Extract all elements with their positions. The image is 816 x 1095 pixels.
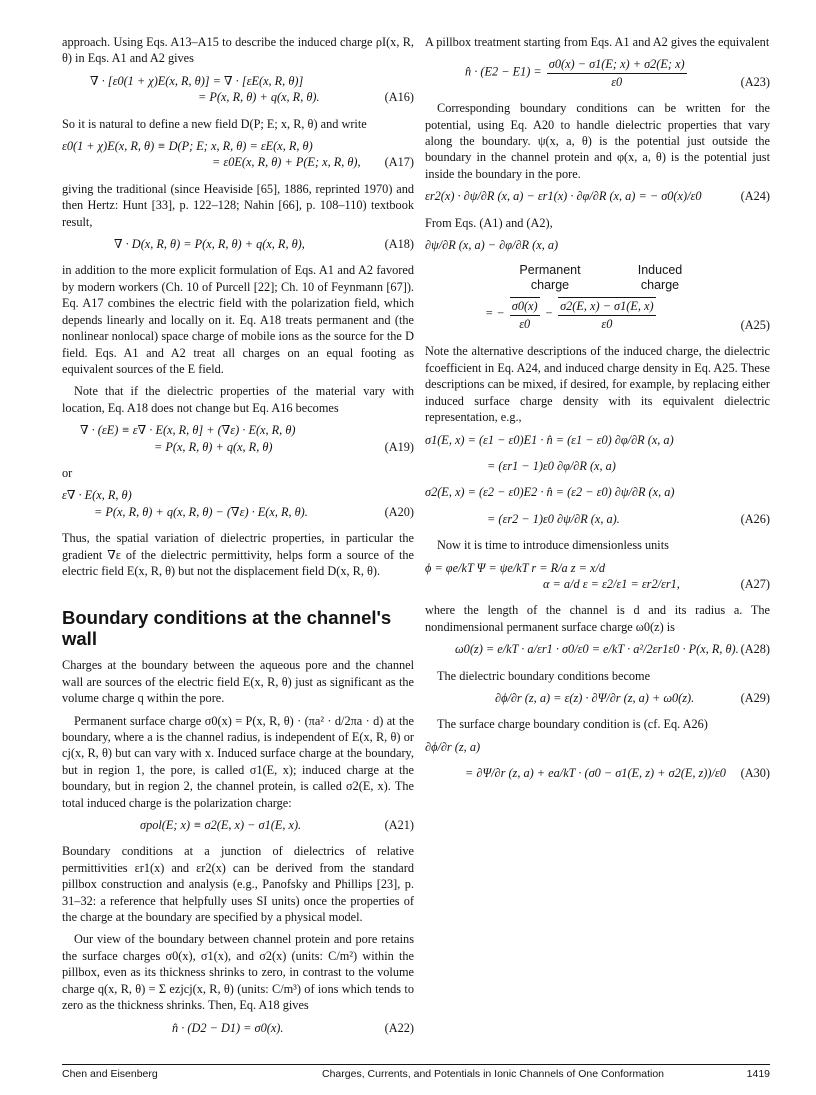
- page-footer: [62, 1064, 770, 1080]
- equation-a20: ε∇ · E(x, R, θ) = P(x, R, θ) + q(x, R, θ) − (∇ε) · E(x, R, θ). (A20): [62, 488, 414, 519]
- equation-a17: ε0(1 + χ)E(x, R, θ) ≡ D(P; E; x, R, θ) = εE(x, R, θ) = ε0E(x, R, θ) + P(E; x, R, θ), (A17): [62, 139, 414, 170]
- paragraph: Note that if the dielectric properties of the material vary with location, Eq. A18 does not change but Eq. A16 becomes: [62, 384, 414, 415]
- paragraph: From Eqs. (A1) and (A2),: [425, 215, 553, 230]
- fraction-induced: $\frac{\sigma 2(E, x) - \sigma 1(E, x)}{\varepsilon 0}$: [560, 299, 654, 331]
- paragraph: A pillbox treatment starting from Eqs. A1 and A2 gives the equivalent: [425, 35, 770, 49]
- paragraph: Our view of the boundary between channel protein and pore retains the surface charges σ0(x), σ1(x), and σ2(x) (units: C/m²) within the pillbox, even as its thickness shrinks to zero, in contrast to the volume charge q(x, R, θ) = Σ ezjcj(x, R, θ) (units: C/m³) of ions which tends to zero as the thickness shrinks. Then, Eq. A18 gives: [62, 932, 414, 1013]
- paragraph: Permanent surface charge σ0(x) = P(x, R, θ) · (πa² · d/2πa · d) at the boundary, where a is the channel radius, is independent of E(x, R, θ) or cj(x, R, θ) but can vary with x. Induced surface charge at the boundary, but in region 1, the pore, is called σ1(E, x); induced charge at the boundary, but in region 2, the channel protein, is called σ2(E, x). The total induced charge is the polarization charge:: [62, 713, 414, 810]
- equation-number: (A22): [384, 1020, 414, 1035]
- equation-number: (A24): [740, 189, 770, 204]
- equation-a26: σ1(E, x) = (ε1 − ε0)E1 · n̂ = (ε1 − ε0) ∂φ/∂R (x, a) = (εr1 − 1)ε0 ∂φ/∂R (x, a) σ2(E, x) = (ε2 − ε0)E2 · n̂ = (ε2 − ε0) ∂ψ/∂R (x, a) = (εr2 − 1)ε0 ∂ψ/∂R (x, a). (A26): [425, 432, 770, 526]
- right-column: [425, 34, 770, 792]
- left-column: [62, 34, 414, 1046]
- equation-a25-top: ∂ψ/∂R (x, a) − ∂φ/∂R (x, a): [425, 238, 559, 253]
- equation-number: (A18): [384, 237, 414, 252]
- equation-a29: ∂ϕ/∂r (z, a) = ε(z) · ∂Ψ/∂r (z, a) + ω0(z). (A29): [495, 690, 770, 705]
- equation-number: (A16): [384, 90, 414, 105]
- equation-a27: ϕ = φe/kT Ψ = ψe/kT r = R/a z = x/d α = a/d ε = ε2/ε1 = εr2/εr1, (A27): [425, 560, 770, 591]
- equation-number: (A21): [384, 818, 414, 833]
- equation-a21: σpol(E; x) ≡ σ2(E, x) − σ1(E, x). (A21): [140, 818, 414, 833]
- paragraph: Thus, the spatial variation of dielectric properties, in particular the gradient ∇ε of the dielectric permittivity, helps form a source of the electric field E(x, R, θ) but not the displacement field D(x, R, θ).: [62, 531, 414, 578]
- paragraph: approach. Using Eqs. A13–A15 to describe the induced charge ρI(x, R, θ) in Eqs. A1 and A2 gives: [62, 35, 414, 66]
- paragraph: Charges at the boundary between the aqueous pore and the channel wall are sources of the electric field E(x, R, θ) just as significant as the volume charge q within the pore.: [62, 658, 414, 706]
- equation-number: (A28): [740, 642, 770, 657]
- paragraph: Note the alternative descriptions of the induced charge, the dielectric fcoefficient in Eq. A24, and induced charge density in Eq. A25. These descriptions can be mixed, if desired, for example, by replacing either induced surface charge density with its equivalent dielectric representation, e.g.,: [425, 344, 770, 425]
- paragraph: So it is natural to define a new field D(P; E; x, R, θ) and write: [62, 116, 367, 131]
- page-number: 1419: [746, 1068, 770, 1080]
- paragraph: Corresponding boundary conditions can be written for the potential, using Eq. A20 to handle dielectric properties that vary along the boundary. ψ(x, a, θ) is the potential just outside the boundary in the channel protein and φ(x, a, θ) is the potential just inside the boundary in the pore.: [425, 101, 770, 181]
- permanent-charge-label: Permanent charge: [519, 263, 581, 293]
- equation-number: (A27): [740, 576, 770, 591]
- paragraph: The surface charge boundary condition is (cf. Eq. A26): [437, 717, 708, 732]
- equation-a25: Permanent charge Induced charge = − $\frac{\sigma 0(x)}{\varepsilon 0}$ − $\frac{\sigma 2(E, x) - \sigma 1(E, x)}{\varepsilon 0}$ (A25): [485, 263, 770, 333]
- paragraph: in addition to the more explicit formulation of Eqs. A1 and A2 favored by modern workers (Ch. 10 of Purcell [22]; Ch. 10 of Feynmann [67]). Eq. A17 combines the electric field with the polarization field, which depends linearly and locally on it. Eq. A18 treats permanent and (the nonlinear nonlocal) space charge of mobile ions as the source for the D field. Eqs. A1 and A2 treat all charges on an equal footing as equivalent sources of the E field.: [62, 263, 414, 376]
- equation-a16: ∇ · [ε0(1 + χ)E(x, R, θ)] = ∇ · [εE(x, R, θ)] = P(x, R, θ) + q(x, R, θ). (A16): [90, 73, 414, 105]
- equation-number: (A20): [384, 504, 414, 519]
- fraction-permanent: $\frac{\sigma 0(x)}{\varepsilon 0}$: [511, 299, 538, 331]
- equation-a28: ω0(z) = e/kT · a/εr1 · σ0/ε0 = e/kT · a²/2εr1ε0 · P(x, R, θ). (A28): [455, 642, 770, 657]
- equation-a23: n̂ · (E2 − E1) = $\frac{\sigma 0(x) - \sigma 1(E; x) + \sigma 2(E; x)}{\varepsilon 0}$ (A23): [465, 57, 770, 89]
- equation-number: (A17): [384, 155, 414, 170]
- equation-number: (A26): [740, 511, 770, 526]
- paragraph: Boundary conditions at a junction of dielectrics of relative permittivities εr1(x) and εr2(x) can be derived from the standard pillbox construction and analysis (e.g., Panofsky and Phillips [23], p. 31–32: a reference that helpfully uses SI units) once the properties of the charge at the boundary are specified by a physical model.: [62, 844, 414, 925]
- equation-a24: εr2(x) · ∂ψ/∂R (x, a) − εr1(x) · ∂φ/∂R (x, a) = − σ0(x)/ε0 (A24): [425, 189, 770, 204]
- equation-a18: ∇ · D(x, R, θ) = P(x, R, θ) + q(x, R, θ), (A18): [114, 237, 414, 252]
- paragraph: or: [62, 465, 73, 480]
- equation-a19: ∇ · (εE) ≡ ε∇ · E(x, R, θ] + (∇ε) · E(x, R, θ) = P(x, R, θ) + q(x, R, θ) (A19): [80, 423, 414, 454]
- paragraph: where the length of the channel is d and its radius a. The nondimensional permanent surface charge ω0(z) is: [425, 603, 770, 634]
- induced-charge-label: Induced charge: [637, 263, 683, 293]
- footer-authors: Chen and Eisenberg: [62, 1068, 158, 1080]
- section-heading: Boundary conditions at the channel's wall: [62, 607, 392, 650]
- equation-number: (A19): [384, 439, 414, 454]
- paragraph: Now it is time to introduce dimensionless units: [437, 538, 669, 553]
- paragraph: The dielectric boundary conditions become: [437, 668, 651, 683]
- equation-a22: n̂ · (D2 − D1) = σ0(x). (A22): [172, 1020, 414, 1035]
- equation-a30: ∂ϕ/∂r (z, a) = ∂Ψ/∂r (z, a) + ea/kT · (σ0 − σ1(E, z) + σ2(E, z))/ε0 (A30): [425, 739, 770, 781]
- equation-number: (A25): [740, 318, 770, 333]
- equation-number: (A23): [740, 74, 770, 89]
- fraction: $\frac{\sigma 0(x) - \sigma 1(E; x) + \sigma 2(E; x)}{\varepsilon 0}$: [548, 57, 685, 89]
- equation-number: (A29): [740, 690, 770, 705]
- equation-number: (A30): [740, 766, 770, 781]
- footer-running-title: Charges, Currents, and Potentials in Ionic Channels of One Conformation: [322, 1068, 665, 1080]
- paragraph: giving the traditional (since Heaviside [65], 1886, reprinted 1970) and then Hertz: Hunt [33], p. 122–128; Nahin [66], p. 108–110) textbook result,: [62, 181, 414, 229]
